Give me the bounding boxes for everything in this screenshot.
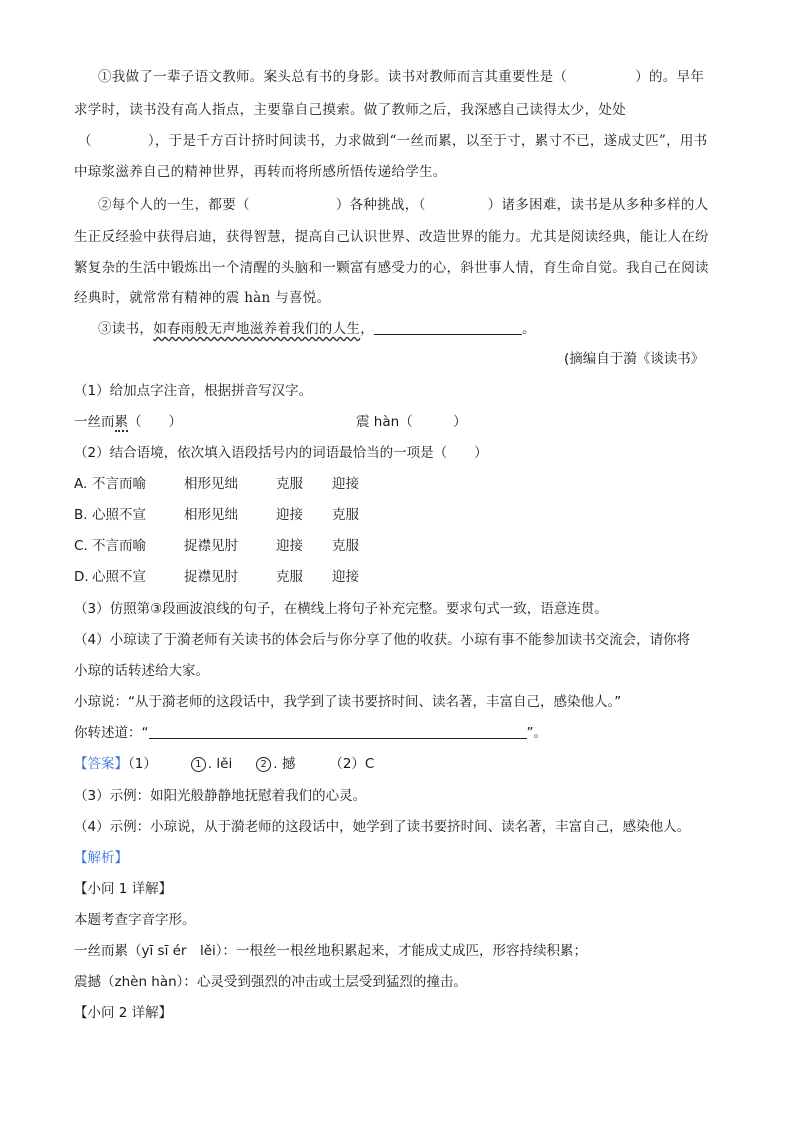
answer-line-1 xyxy=(74,755,374,773)
question-3: （3）仿照第③段画波浪线的句子，在横线上将句子补充完整。要求句式一致，语意连贯。 xyxy=(74,601,608,617)
passage-p2-line1 xyxy=(98,196,708,214)
text: . 撼 xyxy=(273,756,296,772)
option-word: 不言而喻 xyxy=(92,538,146,554)
option-word: 心照不宣 xyxy=(92,569,146,585)
passage-p1-line2: 求学时，读书没有高人指点，主要靠自己摸索。做了教师之后，我深感自己读得太少，处处 xyxy=(74,102,626,118)
analysis-line-2: 一丝而累（yī sī ér lěi）：一根丝一根丝地积累起来，才能成丈成匹，形容持续积累； xyxy=(74,943,588,959)
question-4-line1: （4）小琼读了于漪老师有关读书的体会后与你分享了他的收获。小琼有事不能参加读书交流会，请你将 xyxy=(74,632,691,648)
analysis-subheading-1: 【小问 1 详解】 xyxy=(74,881,173,897)
text: ）各种挑战，（ xyxy=(335,197,426,213)
text: 你转述道：“ xyxy=(74,725,149,741)
answer-label: 【答案】 xyxy=(74,756,128,772)
passage-p2-line2: 生正反经验中获得启迪，获得智慧，提高自己认识世界、改造世界的能力。尤其是阅读经典，能让人在纷 xyxy=(74,229,709,245)
fill-blank-line xyxy=(374,320,522,335)
option-b xyxy=(74,506,359,524)
text: . lěi xyxy=(207,756,233,772)
option-word: 克服 xyxy=(276,476,303,492)
dotted-char: 累 xyxy=(114,414,128,430)
text: ， xyxy=(360,321,375,337)
text: （ ） xyxy=(128,414,182,430)
option-d xyxy=(74,568,359,586)
answer-line-4: （4）示例：小琼说，从于漪老师的这段话中，她学到了读书要挤时间、读名著，丰富自己，感染他人。 xyxy=(74,819,691,835)
question-1-item-a xyxy=(74,413,182,431)
text: ③读书， xyxy=(98,321,154,337)
text: ），于是千方百计挤时间读书，力求做到“一丝而累，以至于寸，累寸不已，遂成丈匹”，用书 xyxy=(147,133,708,149)
option-label: D. xyxy=(74,569,89,585)
text: ）诸多困难，读书是从多种多样的人 xyxy=(487,197,709,213)
question-4-quote: 小琼说：“从于漪老师的这段话中，我学到了读书要挤时间、读名著，丰富自己，感染他人。” xyxy=(74,694,622,710)
option-word: 克服 xyxy=(276,569,303,585)
option-word: 相形见绌 xyxy=(184,507,238,523)
text: （ xyxy=(78,133,92,149)
option-word: 相形见绌 xyxy=(184,476,238,492)
circled-number: 2 xyxy=(256,757,271,772)
option-word: 迎接 xyxy=(332,476,359,492)
option-label: B. xyxy=(74,507,88,523)
question-4-relay xyxy=(74,724,547,742)
text: 一丝而 xyxy=(74,414,115,430)
answer-blank-line xyxy=(149,724,527,739)
text: 。 xyxy=(522,321,536,337)
option-word: 心照不宣 xyxy=(92,507,146,523)
option-a xyxy=(74,475,359,493)
question-1: （1）给加点字注音，根据拼音写汉字。 xyxy=(74,383,313,399)
answer-line-3: （3）示例：如阳光般静静地抚慰着我们的心灵。 xyxy=(74,788,367,804)
text: （2）C xyxy=(329,756,375,772)
analysis-label: 【解析】 xyxy=(74,850,128,866)
analysis-subheading-2: 【小问 2 详解】 xyxy=(74,1005,173,1021)
option-word: 迎接 xyxy=(276,507,303,523)
passage-p1-line4: 中琼浆滋养自己的精神世界，再转而将所感所悟传递给学生。 xyxy=(74,164,447,180)
option-c xyxy=(74,537,359,555)
question-1-item-b: 震 hàn（ ） xyxy=(356,414,467,430)
passage-p1-line1 xyxy=(98,68,704,86)
option-word: 迎接 xyxy=(276,538,303,554)
analysis-line-1: 本题考查字音字形。 xyxy=(74,912,196,928)
option-label: A. xyxy=(74,476,88,492)
option-word: 克服 xyxy=(332,507,359,523)
text: ”。 xyxy=(526,725,547,741)
option-word: 捉襟见肘 xyxy=(184,538,238,554)
circled-number: 1 xyxy=(191,757,206,772)
wavy-underlined-sentence: 如春雨般无声地滋养着我们的人生 xyxy=(153,321,361,337)
option-word: 捉襟见肘 xyxy=(184,569,238,585)
text: （1） xyxy=(128,756,157,772)
passage-p2-line3: 繁复杂的生活中锻炼出一个清醒的头脑和一颗富有感受力的心，斜世事人情，育生命自觉。我自己在阅读 xyxy=(74,260,709,276)
passage-source: (摘编自于漪《谈读书》 xyxy=(564,351,705,367)
option-word: 迎接 xyxy=(332,569,359,585)
question-4-line2: 小琼的话转述给大家。 xyxy=(74,663,209,679)
analysis-line-3: 震撼（zhèn hàn）：心灵受到强烈的冲击或土层受到猛烈的撞击。 xyxy=(74,974,467,990)
text: ②每个人的一生，都要（ xyxy=(98,197,250,213)
text: ）的。早年 xyxy=(635,69,705,85)
passage-p1-line3 xyxy=(78,132,707,150)
passage-p2-line4: 经典时，就常常有精神的震 hàn 与喜悦。 xyxy=(74,290,331,306)
option-word: 克服 xyxy=(332,538,359,554)
option-word: 不言而喻 xyxy=(92,476,146,492)
text: ①我做了一辈子语文教师。案头总有书的身影。读书对教师而言其重要性是（ xyxy=(98,69,568,85)
passage-p3 xyxy=(98,320,536,338)
question-2: （2）结合语境，依次填入语段括号内的词语最恰当的一项是（ ） xyxy=(74,445,488,461)
option-label: C. xyxy=(74,538,88,554)
